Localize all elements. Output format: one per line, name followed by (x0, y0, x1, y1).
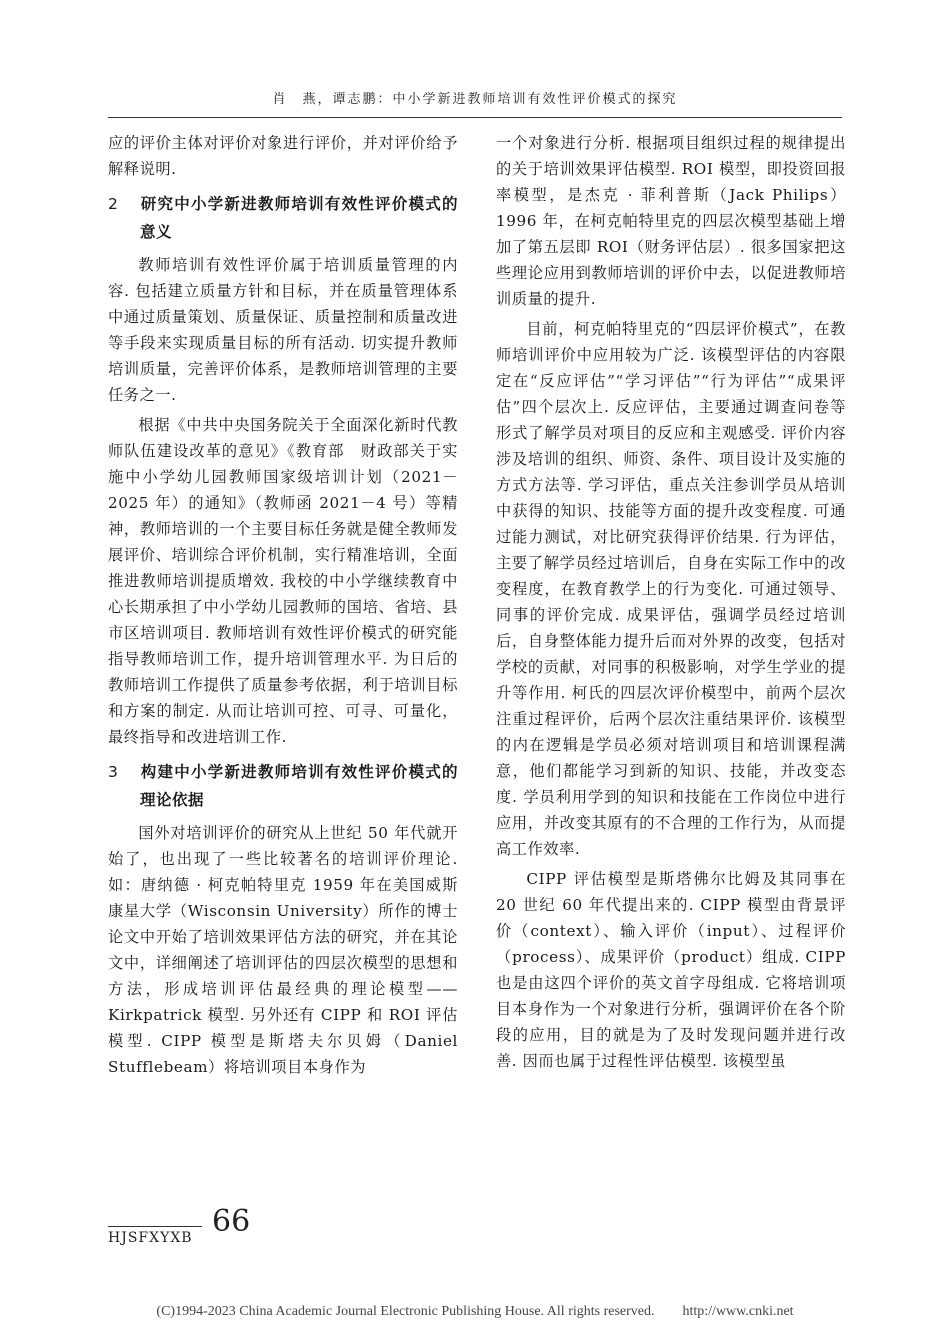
page-number: 66 (212, 1204, 251, 1239)
paragraph: 应的评价主体对评价对象进行评价，并对评价给予解释说明. (108, 134, 458, 178)
section-heading-2 (108, 190, 458, 246)
section-heading-3 (108, 758, 458, 814)
section-number: 3 (108, 763, 119, 781)
paragraph: 一个对象进行分析. 根据项目组织过程的规律提出的关于培训效果评估模型. ROI 模型，即投资回报率模型，是杰克 · 菲利普斯（Jack Philips）1996 年，在柯克帕特里克的四层次模型基础上增加了第五层即 ROI（财务评估层）. 很多国家把这些理论应用到教师培训的评价中去，以促进教师培训质量的提升. (496, 134, 846, 308)
section-title: 研究中小学新进教师培训有效性评价模式的意义 (140, 195, 458, 241)
running-header: 肖 燕，谭志鹏：中小学新进教师培训有效性评价模式的探究 (272, 92, 678, 107)
copyright-notice: (C)1994-2023 China Academic Journal Electronic Publishing House. All rights reserved. http://www.cnki.net (156, 1304, 794, 1319)
left-column (108, 130, 458, 1084)
journal-code: HJSFXYXB (108, 1230, 193, 1246)
section-number: 2 (108, 195, 119, 213)
right-column (496, 130, 846, 1078)
paragraph: 国外对培训评价的研究从上世纪 50 年代就开始了，也出现了一些比较著名的培训评价理论. 如：唐纳德 · 柯克帕特里克 1959 年在美国威斯康星大学（Wisconsin University）所作的博士论文中开始了培训效果评估方法的研究，并在其论文中，详细阐述了培训评估的四层次模型的思想和方法，形成培训评估最经典的理论模型——Kirkpatrick 模型. 另外还有 CIPP 和 ROI 评估模型. CIPP 模型是斯塔夫尔贝姆（Daniel Stufflebeam）将培训项目本身作为 (108, 824, 458, 1076)
footer-rule (108, 1226, 202, 1227)
section-title: 构建中小学新进教师培训有效性评价模式的理论依据 (140, 763, 458, 809)
paragraph: 目前，柯克帕特里克的“四层评价模式”，在教师培训评价中应用较为广泛. 该模型评估的内容限定在“反应评估”“学习评估”“行为评估”“成果评估”四个层次上. 反应评估，主要通过调查问卷等形式了解学员对项目的反应和主观感受. 评价内容涉及培训的组织、师资、条件、项目设计及实施的方式方法等. 学习评估，重点关注参训学员从培训中获得的知识、技能等方面的提升改变程度. 可通过能力测试，对比研究获得评价结果. 行为评估，主要了解学员经过培训后，自身在实际工作中的改变程度，在教育教学上的行为变化. 可通过领导、同事的评价完成. 成果评估，强调学员经过培训后，自身整体能力提升后而对外界的改变，包括对学校的贡献，对同事的积极影响，对学生学业的提升等作用. 柯氏的四层次评价模型中，前两个层次注重过程评价，后两个层次注重结果评价. 该模型的内在逻辑是学员必须对培训项目和培训课程满意，他们都能学习到新的知识、技能，并改变态度. 学员利用学到的知识和技能在工作岗位中进行应用，并改变其原有的不合理的工作行为，从而提高工作效率. (496, 320, 846, 858)
paragraph: 教师培训有效性评价属于培训质量管理的内容. 包括建立质量方针和目标，并在质量管理体系中通过质量策划、质量保证、质量控制和质量改进等手段来实现质量目标的所有活动. 切实提升教师培训质量，完善评价体系，是教师培训管理的主要任务之一. (108, 256, 458, 404)
header-rule (108, 117, 842, 118)
paragraph: 根据《中共中央国务院关于全面深化新时代教师队伍建设改革的意见》《教育部 财政部关于实施中小学幼儿园教师国家级培训计划（2021－2025 年）的通知》（教师函 2021－4 号）等精神，教师培训的一个主要目标任务就是健全教师发展评价、培训综合评价机制，实行精准培训，全面推进教师培训提质增效. 我校的中小学继续教育中心长期承担了中小学幼儿园教师的国培、省培、县市区培训项目. 教师培训有效性评价模式的研究能指导教师培训工作，提升培训管理水平. 为日后的教师培训工作提供了质量参考依据，利于培训目标和方案的制定. 从而让培训可控、可寻、可量化，最终指导和改进培训工作. (108, 416, 458, 746)
paragraph: CIPP 评估模型是斯塔佛尔比姆及其同事在 20 世纪 60 年代提出来的. CIPP 模型由背景评价（context）、输入评价（input）、过程评价（process）、成果评价（product）组成. CIPP 也是由这四个评价的英文首字母组成. 它将培训项目本身作为一个对象进行分析，强调评价在各个阶段的应用，目的就是为了及时发现问题并进行改善. 因而也属于过程性评估模型. 该模型虽 (496, 870, 846, 1070)
